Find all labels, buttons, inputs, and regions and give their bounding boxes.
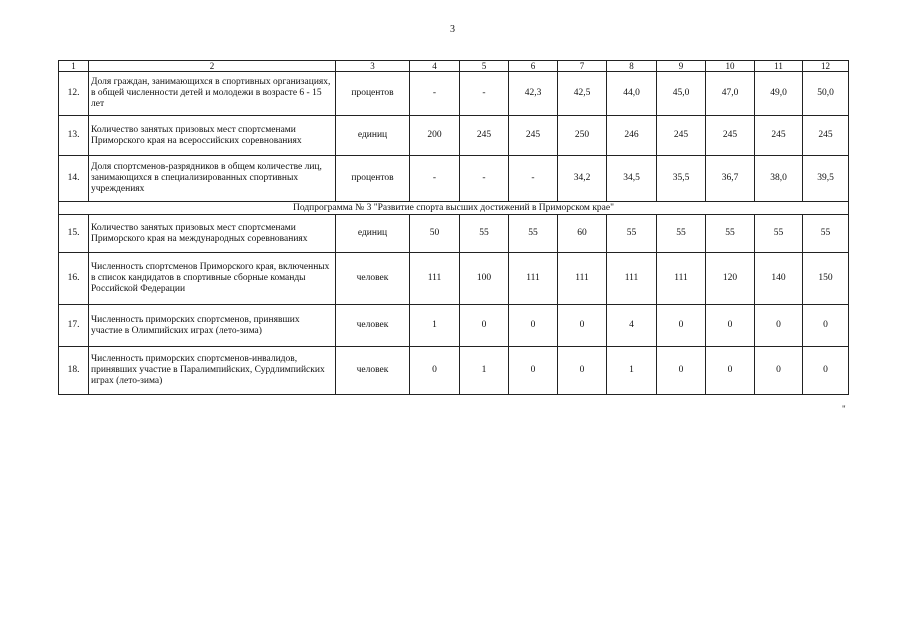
unit-cell: процентов [336, 156, 410, 202]
unit-cell: человек [336, 347, 410, 395]
value-cell: 245 [803, 116, 849, 156]
value-cell: 55 [755, 215, 803, 253]
value-cell: 4 [607, 305, 657, 347]
value-cell: 245 [706, 116, 755, 156]
page-number: 3 [450, 24, 455, 35]
value-cell: 111 [410, 253, 460, 305]
indicator-name: Численность спортсменов Приморского края, включенных в список кандидатов в спортивные сборные команды Российской Федерации [89, 253, 336, 305]
table-row [59, 305, 849, 347]
value-cell: 42,3 [509, 72, 558, 116]
value-cell: 100 [460, 253, 509, 305]
value-cell: 47,0 [706, 72, 755, 116]
value-cell: 0 [509, 305, 558, 347]
value-cell: 0 [755, 347, 803, 395]
value-cell: 0 [755, 305, 803, 347]
row-number: 14. [59, 156, 89, 202]
value-cell: 34,2 [558, 156, 607, 202]
value-cell: 245 [509, 116, 558, 156]
unit-cell: единиц [336, 215, 410, 253]
col-header: 12 [803, 61, 849, 72]
col-header: 2 [89, 61, 336, 72]
table-row [59, 253, 849, 305]
table-row [59, 156, 849, 202]
unit-cell: человек [336, 305, 410, 347]
subprogram-row [59, 202, 849, 215]
col-header: 7 [558, 61, 607, 72]
value-cell: 1 [460, 347, 509, 395]
value-cell: - [460, 156, 509, 202]
value-cell: 111 [607, 253, 657, 305]
value-cell: 0 [657, 305, 706, 347]
value-cell: 50 [410, 215, 460, 253]
value-cell: 39,5 [803, 156, 849, 202]
row-number: 13. [59, 116, 89, 156]
col-header: 6 [509, 61, 558, 72]
value-cell: 49,0 [755, 72, 803, 116]
table-row [59, 347, 849, 395]
value-cell: 0 [706, 347, 755, 395]
value-cell: 1 [410, 305, 460, 347]
value-cell: 60 [558, 215, 607, 253]
value-cell: 38,0 [755, 156, 803, 202]
value-cell: 1 [607, 347, 657, 395]
indicator-name: Доля спортсменов-разрядников в общем количестве лиц, занимающихся в специализированных спортивных учреждениях [89, 156, 336, 202]
value-cell: 55 [803, 215, 849, 253]
value-cell: 245 [460, 116, 509, 156]
value-cell: 150 [803, 253, 849, 305]
value-cell: 0 [558, 305, 607, 347]
indicator-name: Численность приморских спортсменов-инвалидов, принявших участие в Паралимпийских, Сурдлимпийских играх (лето-зима) [89, 347, 336, 395]
value-cell: - [410, 156, 460, 202]
value-cell: 45,0 [657, 72, 706, 116]
indicators-table [58, 60, 849, 395]
value-cell: 111 [509, 253, 558, 305]
col-header: 5 [460, 61, 509, 72]
unit-cell: единиц [336, 116, 410, 156]
value-cell: 120 [706, 253, 755, 305]
value-cell: 50,0 [803, 72, 849, 116]
col-header: 10 [706, 61, 755, 72]
value-cell: 245 [755, 116, 803, 156]
col-header: 9 [657, 61, 706, 72]
col-header: 8 [607, 61, 657, 72]
row-number: 15. [59, 215, 89, 253]
value-cell: 55 [460, 215, 509, 253]
value-cell: 140 [755, 253, 803, 305]
col-header: 3 [336, 61, 410, 72]
value-cell: 34,5 [607, 156, 657, 202]
row-number: 12. [59, 72, 89, 116]
value-cell: 0 [657, 347, 706, 395]
value-cell: 111 [657, 253, 706, 305]
value-cell: - [460, 72, 509, 116]
indicator-name: Количество занятых призовых мест спортсменами Приморского края на международных соревнованиях [89, 215, 336, 253]
indicator-name: Численность приморских спортсменов, принявших участие в Олимпийских играх (лето-зима) [89, 305, 336, 347]
row-number: 16. [59, 253, 89, 305]
value-cell: - [410, 72, 460, 116]
value-cell: 55 [706, 215, 755, 253]
value-cell: 0 [410, 347, 460, 395]
value-cell: 42,5 [558, 72, 607, 116]
value-cell: 36,7 [706, 156, 755, 202]
col-header: 4 [410, 61, 460, 72]
value-cell: 0 [460, 305, 509, 347]
value-cell: 250 [558, 116, 607, 156]
unit-cell: человек [336, 253, 410, 305]
closing-quote-mark: " [842, 404, 846, 414]
col-header: 11 [755, 61, 803, 72]
subprogram-title: Подпрограмма № 3 "Развитие спорта высших достижений в Приморском крае" [59, 202, 849, 215]
table-row [59, 215, 849, 253]
row-number: 18. [59, 347, 89, 395]
value-cell: 0 [558, 347, 607, 395]
column-number-row [59, 61, 849, 72]
value-cell: 246 [607, 116, 657, 156]
value-cell: - [509, 156, 558, 202]
value-cell: 44,0 [607, 72, 657, 116]
col-header: 1 [59, 61, 89, 72]
value-cell: 0 [803, 305, 849, 347]
value-cell: 0 [706, 305, 755, 347]
value-cell: 245 [657, 116, 706, 156]
value-cell: 55 [509, 215, 558, 253]
row-number: 17. [59, 305, 89, 347]
value-cell: 0 [509, 347, 558, 395]
indicator-name: Количество занятых призовых мест спортсменами Приморского края на всероссийских соревнованиях [89, 116, 336, 156]
table-row [59, 116, 849, 156]
value-cell: 35,5 [657, 156, 706, 202]
value-cell: 200 [410, 116, 460, 156]
value-cell: 55 [607, 215, 657, 253]
value-cell: 111 [558, 253, 607, 305]
indicator-name: Доля граждан, занимающихся в спортивных организациях, в общей численности детей и молодежи в возрасте 6 - 15 лет [89, 72, 336, 116]
unit-cell: процентов [336, 72, 410, 116]
table-row [59, 72, 849, 116]
value-cell: 0 [803, 347, 849, 395]
value-cell: 55 [657, 215, 706, 253]
